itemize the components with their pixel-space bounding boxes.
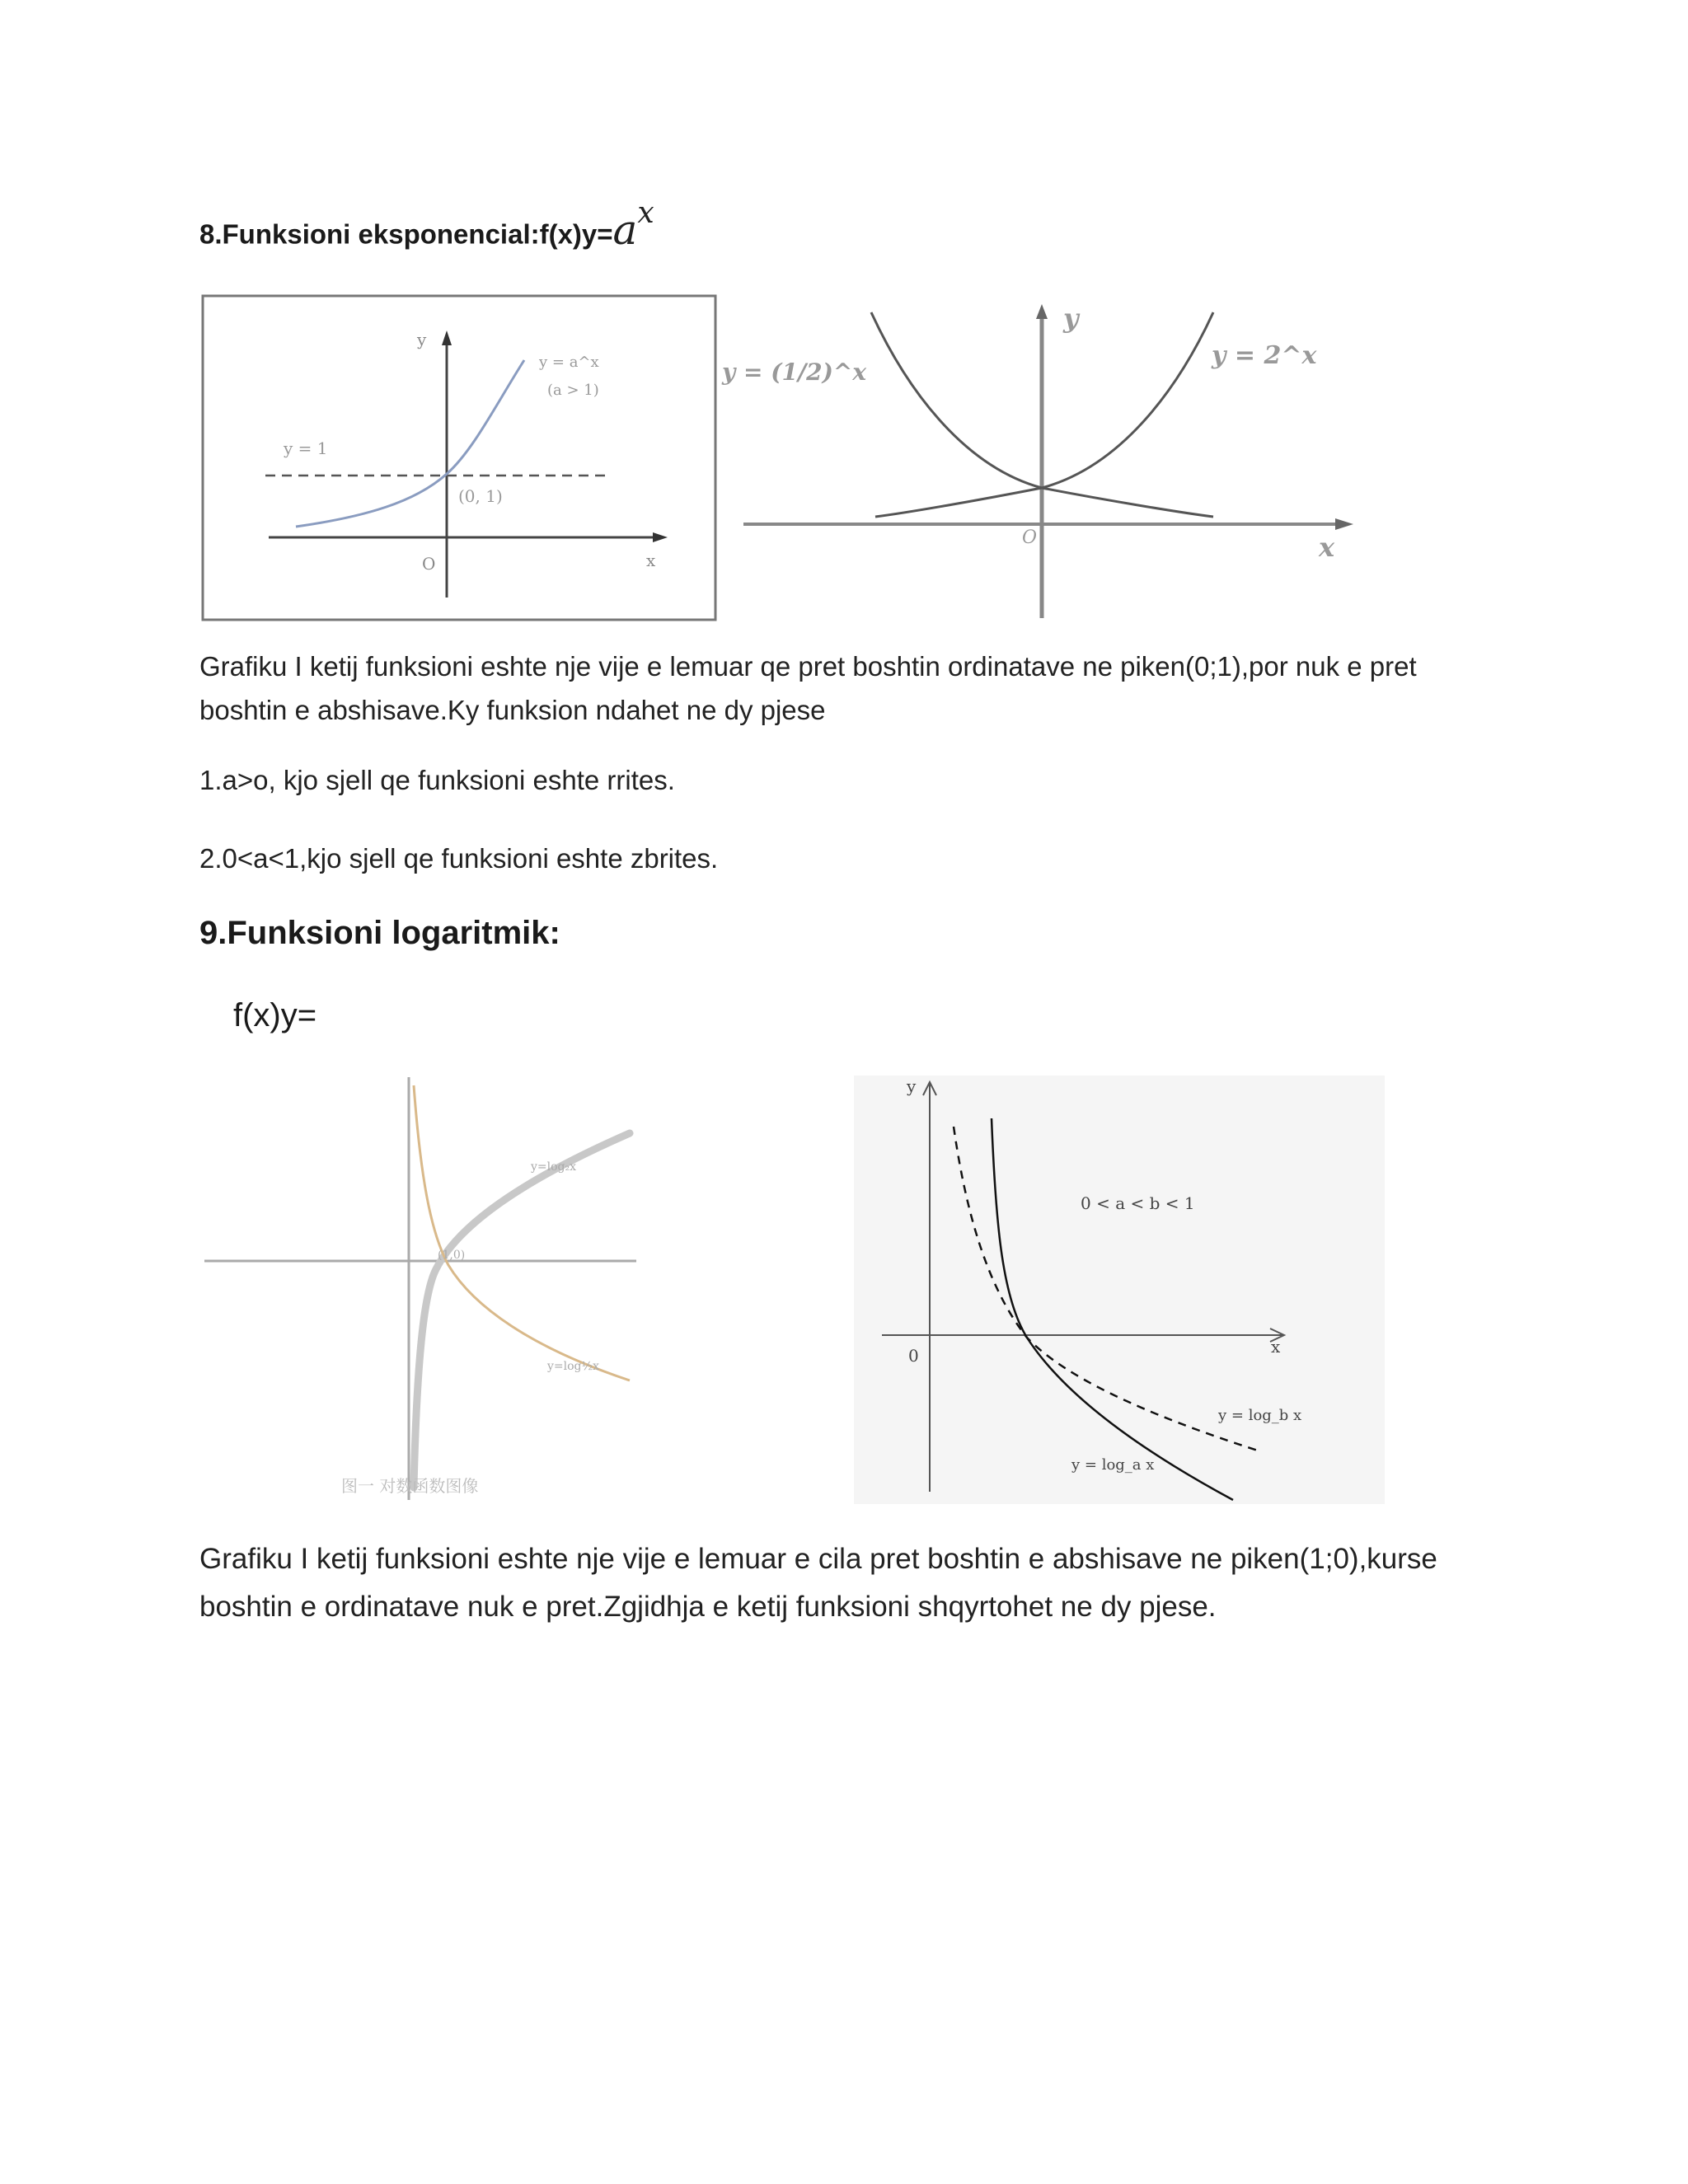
- y-axis-label: y: [907, 1076, 917, 1096]
- x-axis-label: x: [646, 551, 656, 570]
- log-formula: f(x)y=: [233, 997, 317, 1033]
- origin-label: 0: [908, 1346, 919, 1366]
- heading-math: $a^x$: [612, 196, 654, 254]
- heading-text: 8.Funksioni eksponencial:f(x)y=: [199, 218, 613, 250]
- point-label: (0, 1): [458, 486, 503, 506]
- section-9-heading: 9.Funksioni logaritmik:: [199, 915, 560, 951]
- two-pow-label: y = 2^x: [1212, 341, 1317, 370]
- origin-label: O: [1022, 527, 1038, 548]
- logarithm-graph-comparison: [854, 1076, 1385, 1504]
- x-axis-label: x: [1271, 1337, 1281, 1357]
- origin-label: O: [422, 554, 436, 574]
- log-b-label: y = log_b x: [1218, 1407, 1302, 1424]
- section-8-heading: [199, 196, 654, 254]
- half-pow-label: y = (1/2)^x: [722, 359, 867, 386]
- curve-label: y = a^x: [539, 354, 599, 371]
- log-description: Grafiku I ketij funksioni eshte nje vije e lemuar e cila pret boshtin e abshisave ne piken(1;0),kurse boshtin e ordinatave nuk e pret.Zgjidhja e ketij funksioni shqyrtohet ne dy pjese.: [199, 1543, 1437, 1623]
- asymptote-label: y = 1: [284, 438, 328, 458]
- y-axis-label: y: [1063, 302, 1079, 334]
- exponential-graph-a-gt-1: [201, 294, 717, 621]
- exp-case-1: 1.a>o, kjo sjell qe funksioni eshte rrites.: [199, 765, 675, 795]
- figure-caption: 图一 对数函数图像: [341, 1476, 479, 1496]
- logarithm-graph-bases: [201, 1076, 640, 1504]
- log-a-label: y = log_a x: [1071, 1456, 1155, 1474]
- exp-case-2: 2.0<a<1,kjo sjell qe funksioni eshte zbrites.: [199, 843, 719, 874]
- curve-condition: (a > 1): [547, 382, 599, 399]
- condition-label: 0 < a < b < 1: [1081, 1193, 1195, 1213]
- upper-curve-label: y=log₂x: [531, 1160, 577, 1174]
- exponential-graph-comparison: [719, 294, 1366, 621]
- intersection-label: (1,0): [438, 1249, 466, 1262]
- lower-curve-label: y=log½x: [547, 1360, 599, 1373]
- exp-description: Grafiku I ketij funksioni eshte nje vije e lemuar qe pret boshtin ordinatave ne piken(0;1),por nuk e pret boshtin e abshisave.Ky funksion ndahet ne dy pjese: [199, 651, 1417, 725]
- x-axis-label: x: [1319, 532, 1335, 563]
- y-axis-label: y: [417, 330, 427, 349]
